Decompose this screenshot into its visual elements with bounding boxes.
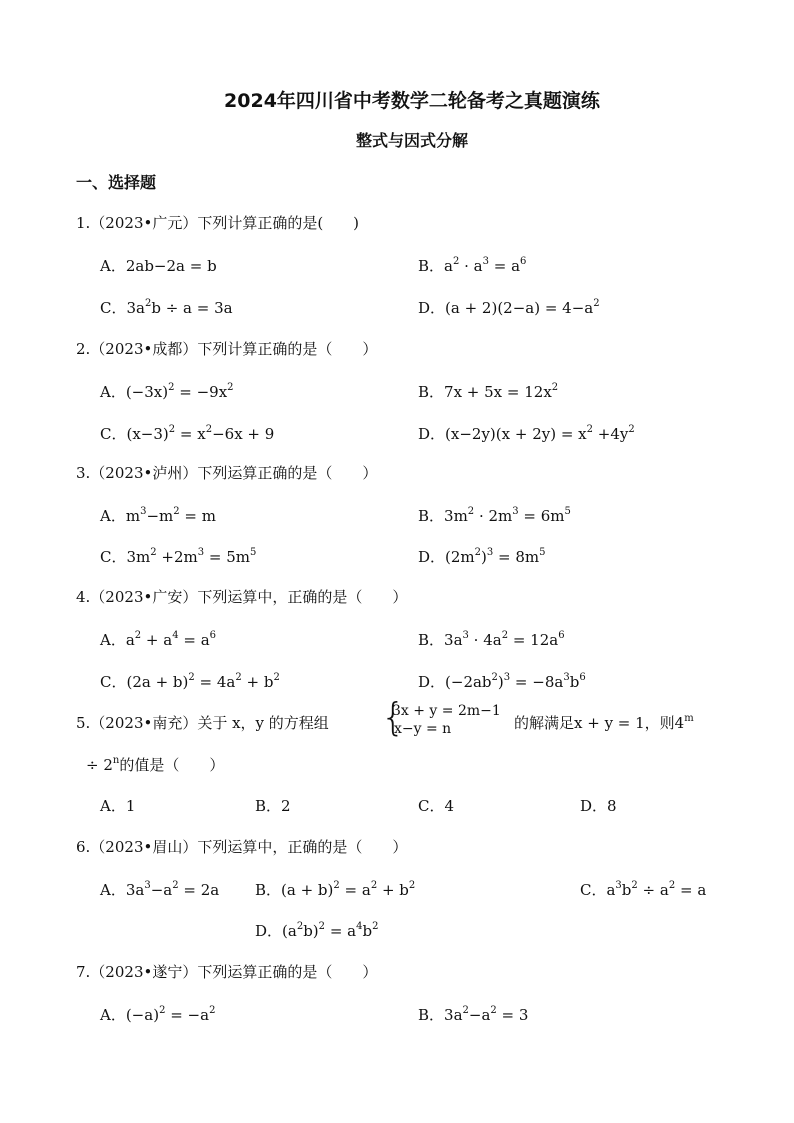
question-7-option-b: B．$3a^2-a^2 = 3$	[418, 1005, 529, 1024]
equation-1: 3x + y = 2m−1	[392, 703, 501, 719]
question-2-option-a: A．$(-3x)^2 = -9x^2$	[100, 382, 234, 401]
question-2-option-c: C．$(x-3)^2 = x^2-6x + 9$	[100, 424, 275, 443]
page-title: 2024年四川省中考数学二轮备考之真题演练	[224, 90, 600, 112]
question-3-stem: 3.（2023•泸州）下列运算正确的是（ ）	[76, 464, 378, 482]
question-6-option-c: C．$a^3b^2 \div a^2 = a$	[580, 880, 707, 899]
question-5-stem-continued: 的解满足x + y = 1，则4$^m$	[514, 713, 694, 732]
question-2-option-d: D．$(x-2y)(x + 2y) = x^2 +4y^2$	[418, 424, 635, 443]
question-1-option-d: D．$(a + 2)(2-a) = 4-a^2$	[418, 298, 600, 317]
question-5-option-c: C．4	[418, 797, 455, 815]
question-3-option-c: C．$3m^2 +2m^3 = 5m^5$	[100, 547, 257, 566]
question-4-option-b: B．$3a^3 \cdot 4a^2 = 12a^6$	[418, 630, 565, 649]
question-5-option-d: D．8	[580, 797, 617, 815]
question-4-stem: 4.（2023•广安）下列运算中，正确的是（ ）	[76, 588, 408, 606]
question-4-option-a: A．$a^2 + a^4 = a^6$	[100, 630, 217, 649]
question-1-option-a: A．2ab−2a = b	[100, 257, 217, 275]
question-3-option-b: B．$3m^2 \cdot 2m^3 = 6m^5$	[418, 506, 571, 525]
question-1-stem: 1.（2023•广元）下列计算正确的是( )	[76, 214, 360, 232]
question-6-stem: 6.（2023•眉山）下列运算中，正确的是（ ）	[76, 838, 408, 856]
question-5-option-b: B．2	[255, 797, 291, 815]
question-6-option-a: A．$3a^3-a^2 = 2a$	[100, 880, 220, 899]
question-3-option-a: A．$m^3-m^2 = m$	[100, 506, 216, 525]
question-5-option-a: A．1	[100, 797, 136, 815]
question-5-stem: 5.（2023•南充）关于 x，y 的方程组	[76, 714, 329, 732]
section-heading: 一、选择题	[76, 173, 157, 192]
question-4-option-d: D．$(-2ab^2)^3 = -8a^3b^6$	[418, 672, 586, 691]
equation-system-brace: {	[381, 695, 406, 739]
question-4-option-c: C．$(2a + b)^2 = 4a^2 + b^2$	[100, 672, 280, 691]
question-6-option-d: D．$(a^2b)^2 = a^4b^2$	[255, 921, 379, 940]
question-3-option-d: D．$(2m^2)^3 = 8m^5$	[418, 547, 546, 566]
equation-system	[392, 702, 501, 738]
question-7-option-a: A．$(-a)^2 = -a^2$	[100, 1005, 216, 1024]
question-7-stem: 7.（2023•遂宁）下列运算正确的是（ ）	[76, 963, 378, 981]
equation-2: x−y = n	[394, 721, 452, 737]
question-6-option-b: B．$(a + b)^2 = a^2 + b^2$	[255, 880, 416, 899]
question-2-stem: 2.（2023•成都）下列计算正确的是（ ）	[76, 340, 378, 358]
question-1-option-b: B．$a^2 \cdot a^3 = a^6$	[418, 256, 527, 275]
question-1-option-c: C．$3a^2b \div a = 3a$	[100, 298, 233, 317]
question-5-stem-line2: ÷ $2^n$的值是（ ）	[86, 755, 225, 774]
page-subtitle: 整式与因式分解	[355, 131, 468, 150]
question-2-option-b: B．$7x + 5x = 12x^2$	[418, 382, 559, 401]
